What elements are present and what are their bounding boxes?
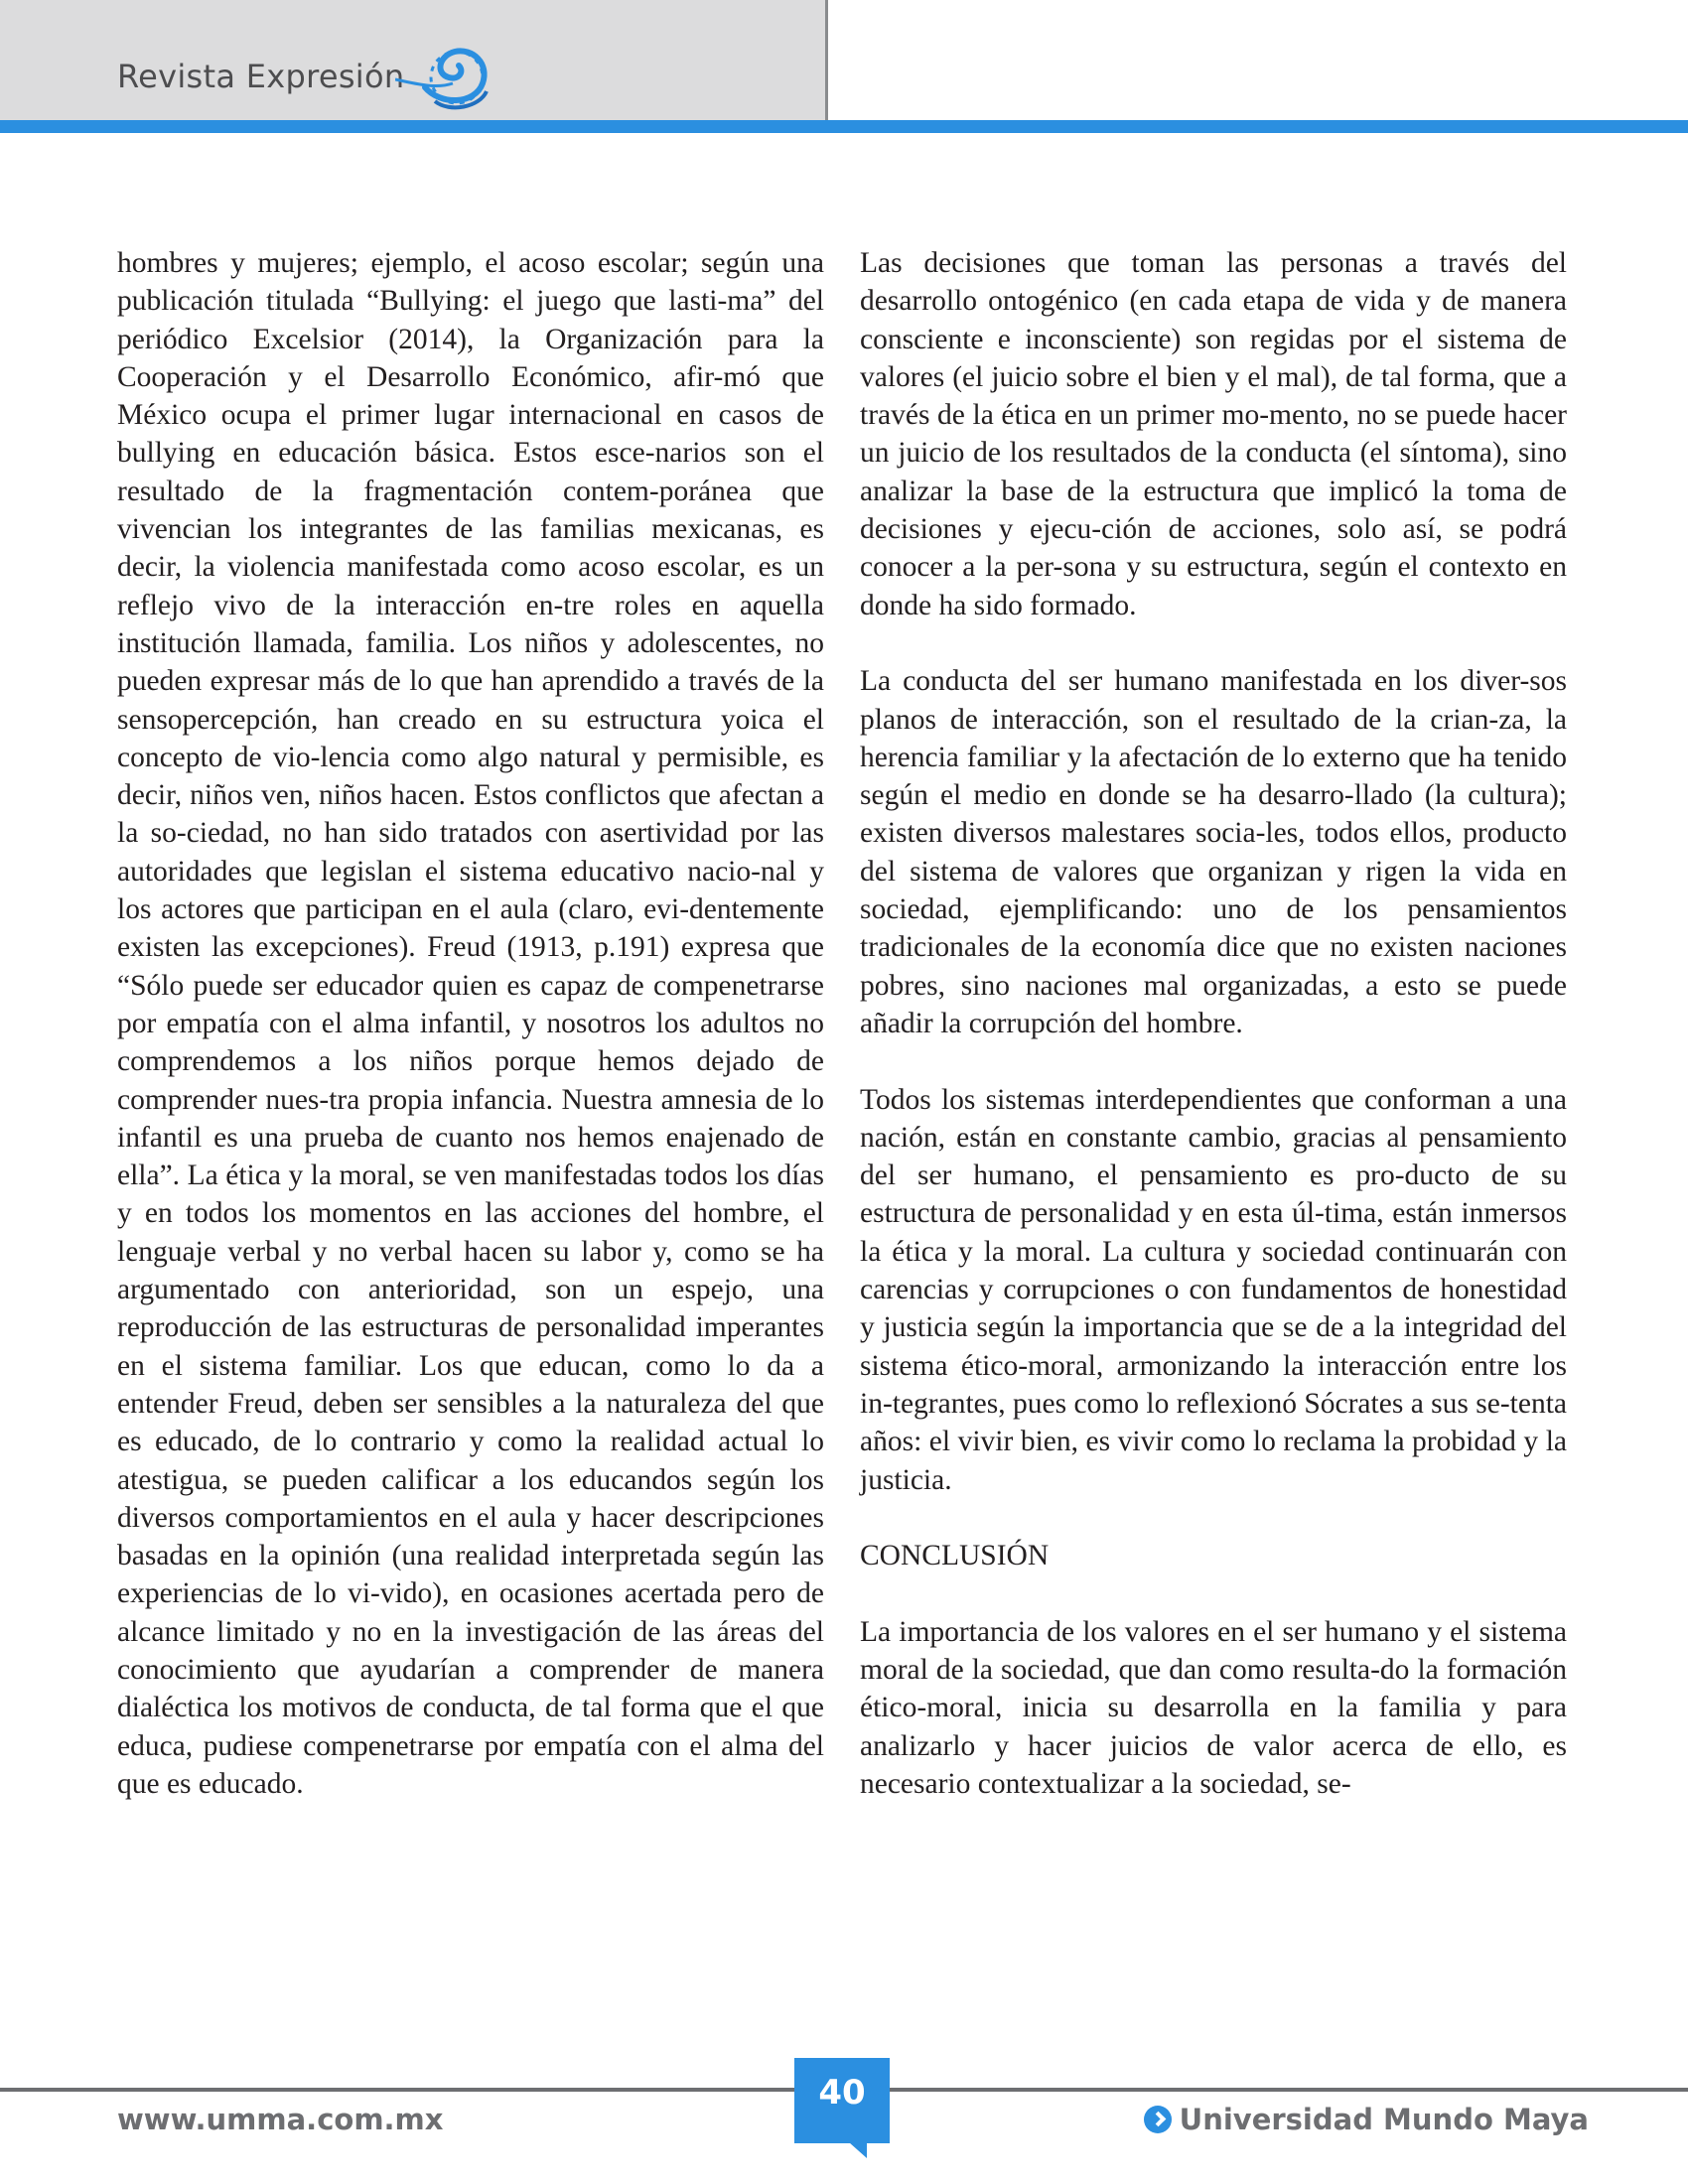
left-column (117, 244, 824, 1803)
header-divider (825, 0, 828, 120)
body-paragraph: hombres y mujeres; ejemplo, el acoso escolar; según una publicación titulada “Bullying: el juego que lasti-ma” del periódico Excelsior (2014), la Organización para la Cooperación y el Desarrollo Económico, afir-mó que México ocupa el primer lugar internacional en casos de bullying en educación básica. Estos esce-narios son el resultado de la fragmentación contem-poránea que vivencian los integrantes de las familias mexicanas, es decir, la violencia manifestada como acoso escolar, es un reflejo vivo de la interacción en-tre roles en aquella institución llamada, familia. Los niños y adolescentes, no pueden expresar más de lo que han aprendido a través de la sensopercepción, han creado en su estructura yoica el concepto de vio-lencia como algo natural y permisible, es decir, niños ven, niños hacen. Estos conflictos que afectan a la so-ciedad, no han sido tratados con asertividad por las autoridades que legislan el sistema educativo nacio-nal y los actores que participan en el aula (claro, evi-dentemente existen las excepciones). Freud (1913, p.191) expresa que “Sólo puede ser educador quien es capaz de compenetrarse por empatía con el alma infantil, y nosotros los adultos no comprendemos a los niños porque hemos dejado de comprender nues-tra propia infancia. Nuestra amnesia de lo infantil es una prueba de cuanto nos hemos enajenado de ella”. La ética y la moral, se ven manifestadas todos los días y en todos los momentos en las acciones del hombre, el lenguaje verbal y no verbal hacen su labor y, como se ha argumentado con anterioridad, son un espejo, una reproducción de las estructuras de personalidad imperantes en el sistema familiar. Los que educan, como lo da a entender Freud, deben ser sensibles a la naturaleza del que es educado, de lo contrario y como la realidad actual lo atestigua, se pueden calificar a los educandos según los diversos comportamientos en el aula y hacer descripciones basadas en la opinión (una realidad interpretada según las experiencias de lo vi-vido), en ocasiones acertada pero de alcance limitado y no en la investigación de las áreas del conocimiento que ayudarían a comprender de manera dialéctica los motivos de conducta, de tal forma que el que educa, pudiese compenetrarse por empatía con el alma del que es educado. (117, 247, 824, 1800)
footer-url[interactable]: www.umma.com.mx (117, 2103, 444, 2136)
page-number-badge: 40 (794, 2058, 890, 2143)
right-column (860, 244, 1567, 1803)
header-rule (0, 120, 1688, 133)
journal-title: Revista Expresión (117, 58, 405, 95)
body-paragraph: La conducta del ser humano manifestada en los diver-sos planos de interacción, son el resultado de la crian-za, la herencia familiar y la afectación de lo externo que ha tenido según el medio en donde se ha desarro-llado (la cultura); existen diversos malestares socia-les, todos ellos, producto del sistema de valores que organizan y rigen la vida en sociedad, ejemplificando: uno de los pensamientos tradicionales de la economía dice que no existen naciones pobres, sino naciones mal organizadas, a esto se puede añadir la corrupción del hombre. (860, 665, 1567, 1039)
body-paragraph: La importancia de los valores en el ser humano y el sistema moral de la sociedad, que dan como resulta-do la formación ético-moral, inicia su desarrolla en la familia y para analizarlo y hacer juicios de valor acerca de ello, es necesario contextualizar a la sociedad, se- (860, 1615, 1567, 1800)
section-heading: CONCLUSIÓN (860, 1540, 1050, 1572)
body-paragraph: Todos los sistemas interdependientes que conforman a una nación, están en constante cambio, gracias al pensamiento del ser humano, el pensamiento es pro-ducto de su estructura de personalidad y en esta úl-tima, están inmersos la ética y la moral. La cultura y sociedad continuarán con carencias y corrupciones o con fundamentos de honestidad y justicia según la importancia que se de a la integridad del sistema ético-moral, armonizando la interacción entre los in-tegrantes, pues como lo reflexionó Sócrates a sus se-tenta años: el vivir bien, es vivir como lo reclama la probidad y la justicia. (860, 1083, 1567, 1496)
university-name: Universidad Mundo Maya (1179, 2103, 1589, 2136)
body-paragraph: Las decisiones que toman las personas a través del desarrollo ontogénico (en cada etapa de vida y de manera consciente e inconsciente) son regidas por el sistema de valores (el juicio sobre el bien y el mal), de tal forma, que a través de la ética en un primer mo-mento, no se puede hacer un juicio de los resultados de la conducta (el síntoma), sino analizar la base de la estructura que implicó la toma de decisiones y ejecu-ción de acciones, solo así, se podrá conocer a la per-sona y su estructura, según el contexto en donde ha sido formado. (860, 247, 1567, 621)
page-badge-tail (849, 2142, 867, 2158)
spiral-shell-icon (395, 44, 492, 115)
arrow-right-circle-icon (1144, 2106, 1172, 2133)
footer-university (1144, 2103, 1589, 2136)
